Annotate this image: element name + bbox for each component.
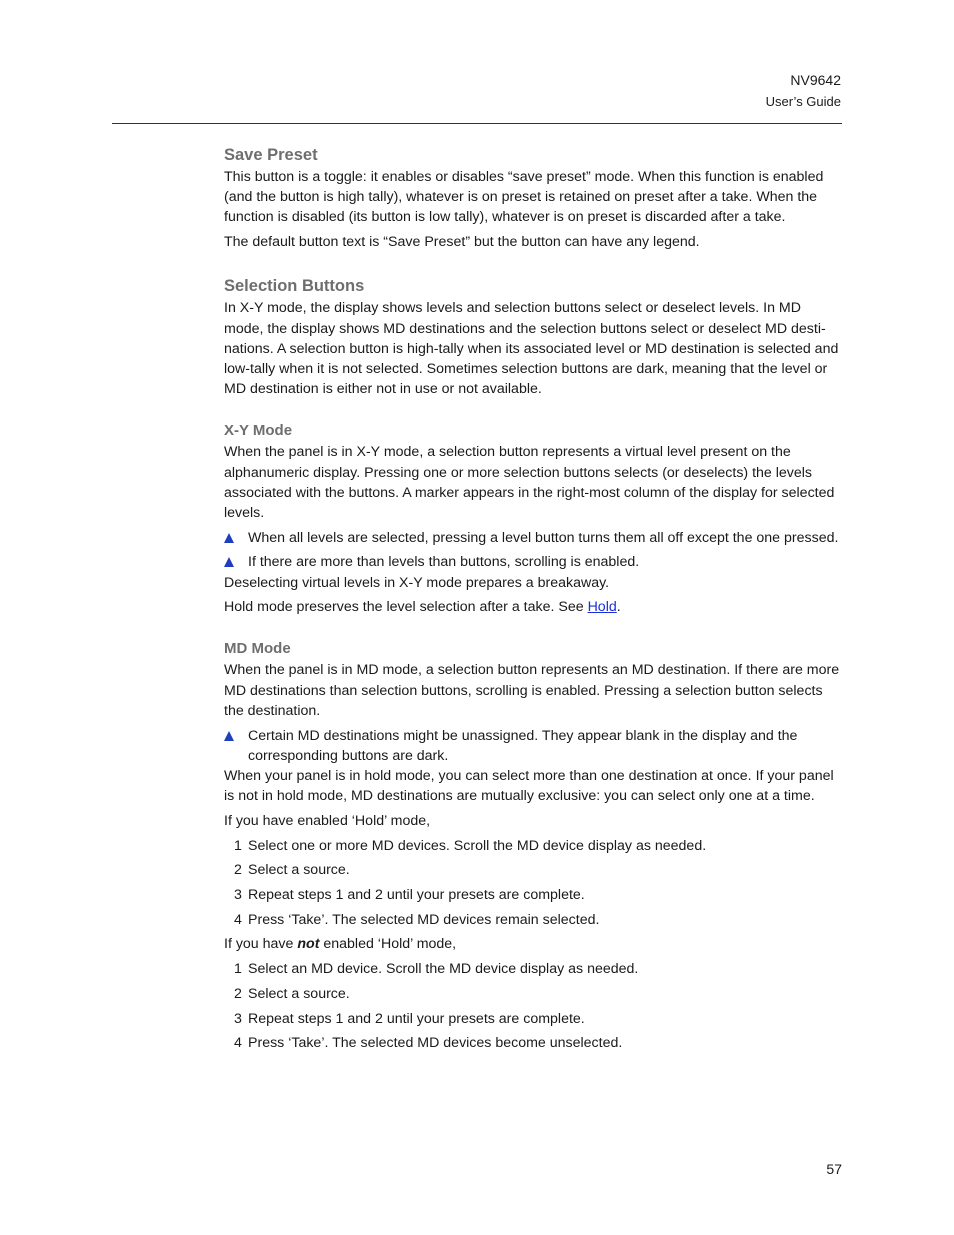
bullet-item: If there are more than levels than buttons, scrolling is enabled.: [224, 552, 844, 572]
bullet-item: When all levels are selected, pressing a level button turns them all off except the one pressed.: [224, 528, 844, 548]
paragraph: The default button text is “Save Preset” but the button can have any legend.: [224, 234, 700, 251]
hold-link[interactable]: Hold: [587, 599, 617, 616]
running-header: [766, 69, 841, 113]
triangle-bullet-icon: [224, 533, 234, 543]
heading-save-preset: Save Preset: [224, 146, 318, 164]
paragraph: When your panel is in hold mode, you can select more than one destination at once. If your panel is not in hold mode, MD destinations are mutually exclusive: you can select only one at a time.: [224, 767, 834, 805]
triangle-bullet-icon: [224, 557, 234, 567]
paragraph: When the panel is in MD mode, a selection button represents an MD destination. If there are more MD destinations than selection buttons, scrolling is enabled. Pressing a selection button selects the destination.: [224, 662, 840, 719]
page-number: 57: [826, 1161, 842, 1177]
paragraph: Deselecting virtual levels in X-Y mode prepares a breakaway.: [224, 574, 610, 591]
step-item: 3 Repeat steps 1 and 2 until your presets are complete.: [234, 886, 585, 903]
step-item: 2 Select a source.: [234, 862, 350, 879]
header-rule: [112, 123, 842, 124]
heading-xy-mode: X-Y Mode: [224, 422, 293, 440]
guide-title: User’s Guide: [765, 94, 841, 109]
page-content: [224, 143, 844, 1053]
step-item: 3 Repeat steps 1 and 2 until your presets are complete.: [234, 1010, 585, 1027]
heading-md-mode: MD Mode: [224, 640, 291, 658]
heading-selection-buttons: Selection Buttons: [224, 277, 365, 296]
product-name: NV9642: [790, 72, 841, 88]
paragraph: If you have not enabled ‘Hold’ mode,: [224, 936, 457, 953]
paragraph: When the panel is in X-Y mode, a selection button represents a virtual level present on the alphanumeric display. Pressing one or more selection buttons selects (or deselects) the levels associated with the buttons. A marker appears in the right-most column of the display for selected levels.: [224, 444, 835, 521]
paragraph: In X-Y mode, the display shows levels and selection buttons select or deselect levels. In MD mode, the display shows MD destinations and the selection buttons select or deselect MD desti-nations. A selection button is high-tally when its associated level or MD destination is selected and low-tally when it is not selected. Sometimes selection buttons are dark, meaning that the level or MD destination is either not in use or not available.: [224, 300, 839, 398]
bullet-item: Certain MD destinations might be unassigned. They appear blank in the display and the corresponding buttons are dark.: [224, 726, 844, 766]
paragraph: This button is a toggle: it enables or disables “save preset” mode. When this function is enabled (and the button is high tally), whatever is on preset is retained on preset after a take. When the function is disabled (its button is low tally), whatever is on preset is discarded after a take.: [224, 169, 824, 226]
step-item: 1 Select an MD device. Scroll the MD device display as needed.: [234, 961, 639, 978]
step-item: 2 Select a source.: [234, 985, 350, 1002]
step-item: 4 Press ‘Take’. The selected MD devices remain selected.: [234, 911, 600, 928]
step-item: 1 Select one or more MD devices. Scroll the MD device display as needed.: [234, 837, 707, 854]
paragraph: Hold mode preserves the level selection after a take. See Hold.: [224, 599, 621, 616]
paragraph: If you have enabled ‘Hold’ mode,: [224, 812, 431, 829]
step-item: 4 Press ‘Take’. The selected MD devices become unselected.: [234, 1035, 623, 1052]
triangle-bullet-icon: [224, 731, 234, 741]
